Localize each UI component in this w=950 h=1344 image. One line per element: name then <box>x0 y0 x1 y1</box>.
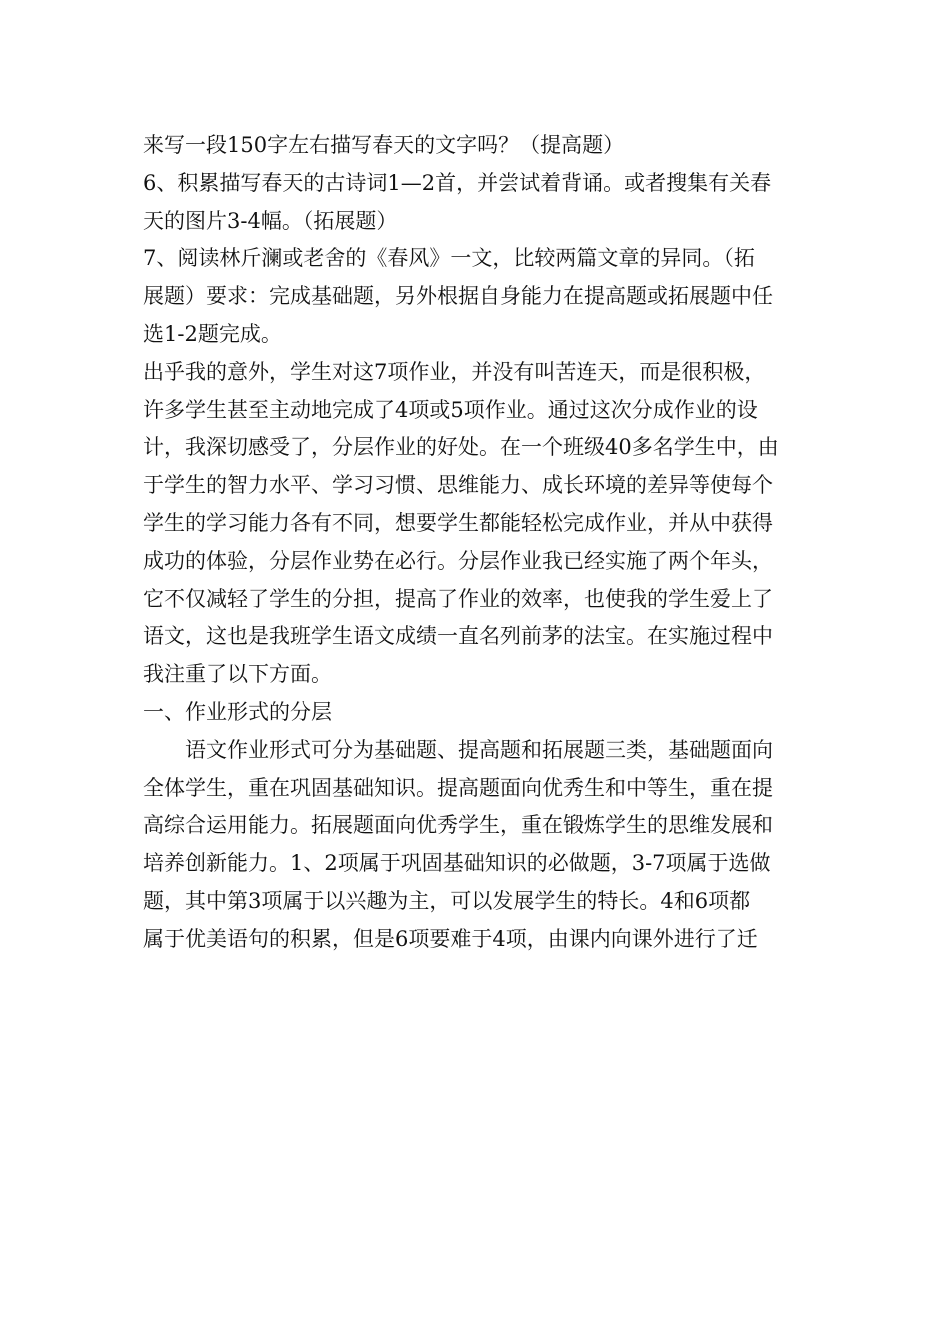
text-line-10: 于学生的智力水平、学习习惯、思维能力、成长环境的差异等使每个 <box>143 473 773 498</box>
text-line-12: 成功的体验，分层作业势在必行。分层作业我已经实施了两个年头， <box>143 548 773 573</box>
text-line-11: 学生的学习能力各有不同，想要学生都能轻松完成作业，并从中获得 <box>143 510 773 535</box>
text-line-5: 展题）要求：完成基础题，另外根据自身能力在提高题或拓展题中任 <box>143 284 773 309</box>
text-line-8: 许多学生甚至主动地完成了4项或5项作业。通过这次分成作业的设 <box>143 397 758 422</box>
text-line-2: 6、积累描写春天的古诗词1—2首，并尝试着背诵。或者搜集有关春 <box>143 170 772 195</box>
text-line-21: 题，其中第3项属于以兴趣为主，可以发展学生的特长。4和6项都 <box>143 888 751 913</box>
text-line-22: 属于优美语句的积累，但是6项要难于4项，由课内向课外进行了迁 <box>143 926 758 951</box>
text-line-13: 它不仅减轻了学生的分担，提高了作业的效率，也使我的学生爱上了 <box>143 586 773 611</box>
section-heading: 一、作业形式的分层 <box>143 699 332 724</box>
text-line-6: 选1-2题完成。 <box>143 321 282 346</box>
text-line-18: 全体学生，重在巩固基础知识。提高题面向优秀生和中等生，重在提 <box>143 775 773 800</box>
text-line-3: 天的图片3-4幅。（拓展题） <box>143 208 398 233</box>
text-line-4: 7、阅读林斤澜或老舍的《春风》一文，比较两篇文章的异同。（拓 <box>143 246 755 271</box>
text-line-19: 高综合运用能力。拓展题面向优秀学生，重在锻炼学生的思维发展和 <box>143 813 773 838</box>
document-body <box>143 127 815 959</box>
text-line-17: 语文作业形式可分为基础题、提高题和拓展题三类，基础题面向 <box>143 737 773 762</box>
text-line-14: 语文，这也是我班学生语文成绩一直名列前茅的法宝。在实施过程中 <box>143 624 773 649</box>
text-line-20: 培养创新能力。1、2项属于巩固基础知识的必做题，3-7项属于选做 <box>143 851 771 876</box>
text-line-7: 出乎我的意外，学生对这7项作业，并没有叫苦连天，而是很积极， <box>143 359 766 384</box>
text-line-1: 来写一段150字左右描写春天的文字吗？（提高题） <box>143 133 625 157</box>
text-line-15: 我注重了以下方面。 <box>143 662 332 687</box>
text-line-9: 计，我深切感受了，分层作业的好处。在一个班级40多名学生中，由 <box>143 435 779 460</box>
